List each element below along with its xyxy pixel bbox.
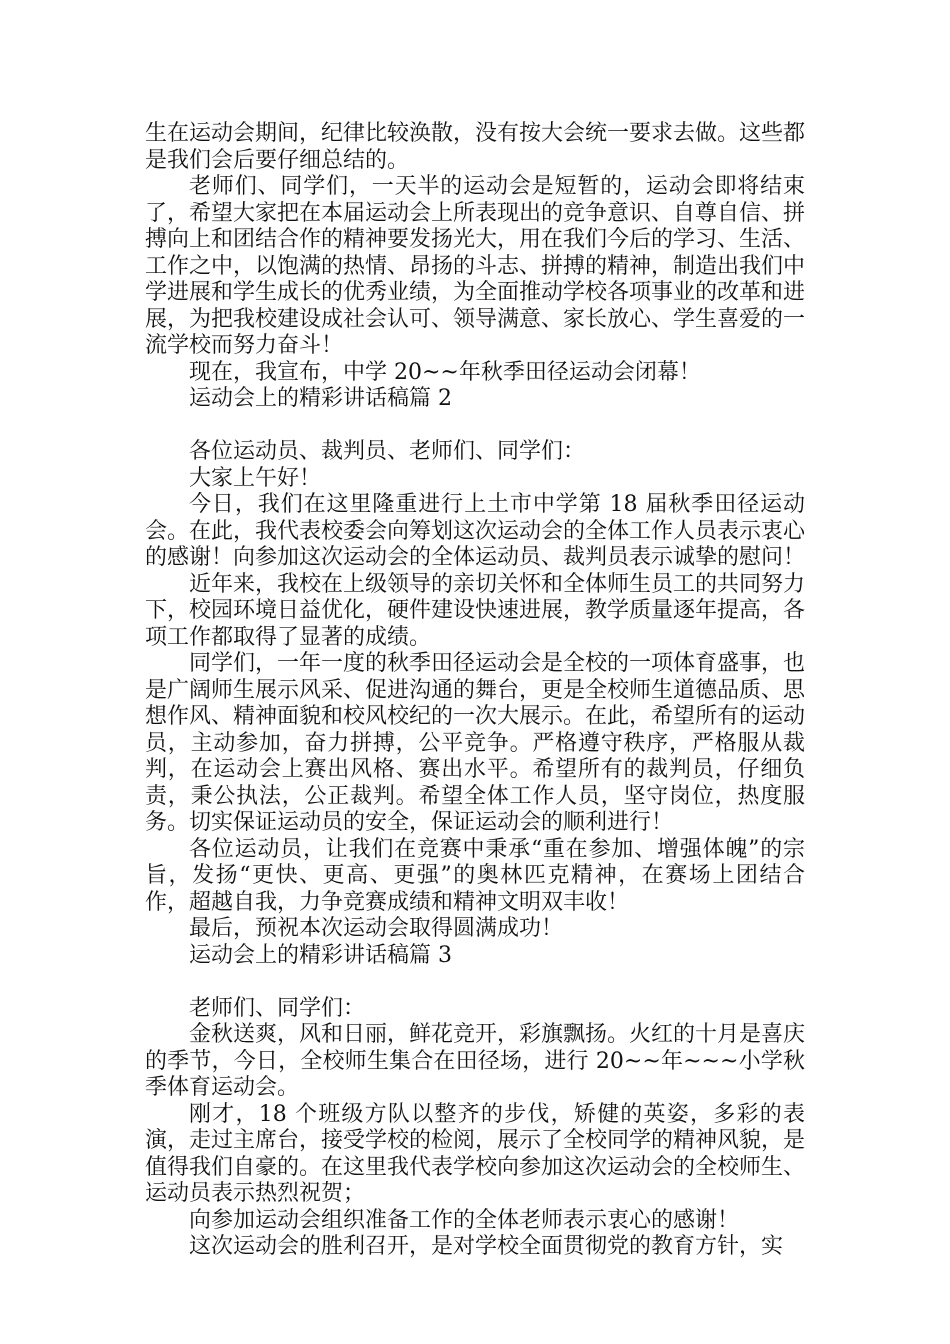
- paragraph: 同学们，一年一度的秋季田径运动会是全校的一项体育盛事，也是广阔师生展示风采、促进沟通的舞台，更是全校师生道德品质、思想作风、精神面貌和校风校纪的一次大展示。在此，希望所有的运动员，主动参加，奋力拼搏，公平竞争。严格遵守秩序，严格服从裁判，在运动会上赛出风格、赛出水平。希望所有的裁判员，仔细负责，秉公执法，公正裁判。希望全体工作人员，坚守岗位，热度服务。切实保证运动员的安全，保证运动会的顺利进行！: [145, 651, 806, 835]
- salutation: 各位运动员、裁判员、老师们、同学们：: [189, 439, 586, 464]
- paragraph: 今日，我们在这里隆重进行上土市中学第 18 届秋季田径运动会。在此，我代表校委会向筹划这次运动会的全体工作人员表示衷心的感谢！向参加这次运动会的全体运动员、裁判员表示诚挚的慰问！: [145, 492, 806, 570]
- document-body: [145, 121, 805, 1261]
- paragraph: 老师们、同学们，一天半的运动会是短暂的，运动会即将结束了，希望大家把在本届运动会上所表现出的竞争意识、自尊自信、拼搏向上和团结合作的精神要发扬光大，用在我们今后的学习、生活、工作之中，以饱满的热情、昂扬的斗志、拼搏的精神，制造出我们中学进展和学生成长的优秀业绩，为全面推动学校各项事业的改革和进展，为把我校建设成社会认可、领导满意、家长放心、学生喜爱的一流学校而努力奋斗！: [145, 174, 806, 358]
- section-heading: 运动会上的精彩讲话稿篇 3: [189, 942, 452, 968]
- blank-line: [145, 969, 805, 996]
- paragraph: 近年来，我校在上级领导的亲切关怀和全体师生员工的共同努力下，校园环境日益优化，硬件建设快速进展，教学质量逐年提高，各项工作都取得了显著的成绩。: [145, 571, 806, 650]
- blank-line: [145, 413, 805, 440]
- paragraph: 生在运动会期间，纪律比较涣散，没有按大会统一要求去做。这些都是我们会后要仔细总结的。: [145, 121, 806, 173]
- greeting: 大家上午好！: [189, 465, 322, 491]
- paragraph: 金秋送爽，风和日丽，鲜花竞开，彩旗飘扬。火红的十月是喜庆的季节，今日，全校师生集合在田径场，进行 20~~年~~~小学秋季体育运动会。: [145, 1022, 806, 1100]
- section-heading: 运动会上的精彩讲话稿篇 2: [189, 386, 452, 411]
- salutation: 老师们、同学们：: [189, 995, 366, 1021]
- paragraph: 刚才，18 个班级方队以整齐的步伐，矫健的英姿，多彩的表演，走过主席台，接受学校的检阅，展示了全校同学的精神风貌，是值得我们自豪的。在这里我代表学校向参加这次运动会的全校师生、运动员表示热烈祝贺；: [145, 1101, 806, 1206]
- paragraph: 向参加运动会组织准备工作的全体老师表示衷心的感谢！: [189, 1207, 740, 1233]
- paragraph: 各位运动员，让我们在竞赛中秉承“重在参加、增强体魄”的宗旨，发扬“更快、更高、更强”的奥林匹克精神，在赛场上团结合作，超越自我，力争竞赛成绩和精神文明双丰收！: [145, 836, 805, 915]
- paragraph: 最后，预祝本次运动会取得圆满成功！: [189, 916, 564, 941]
- paragraph: 这次运动会的胜利召开，是对学校全面贯彻党的教育方针，实: [189, 1234, 784, 1259]
- paragraph: 现在，我宣布，中学 20~~年秋季田径运动会闭幕！: [189, 359, 701, 385]
